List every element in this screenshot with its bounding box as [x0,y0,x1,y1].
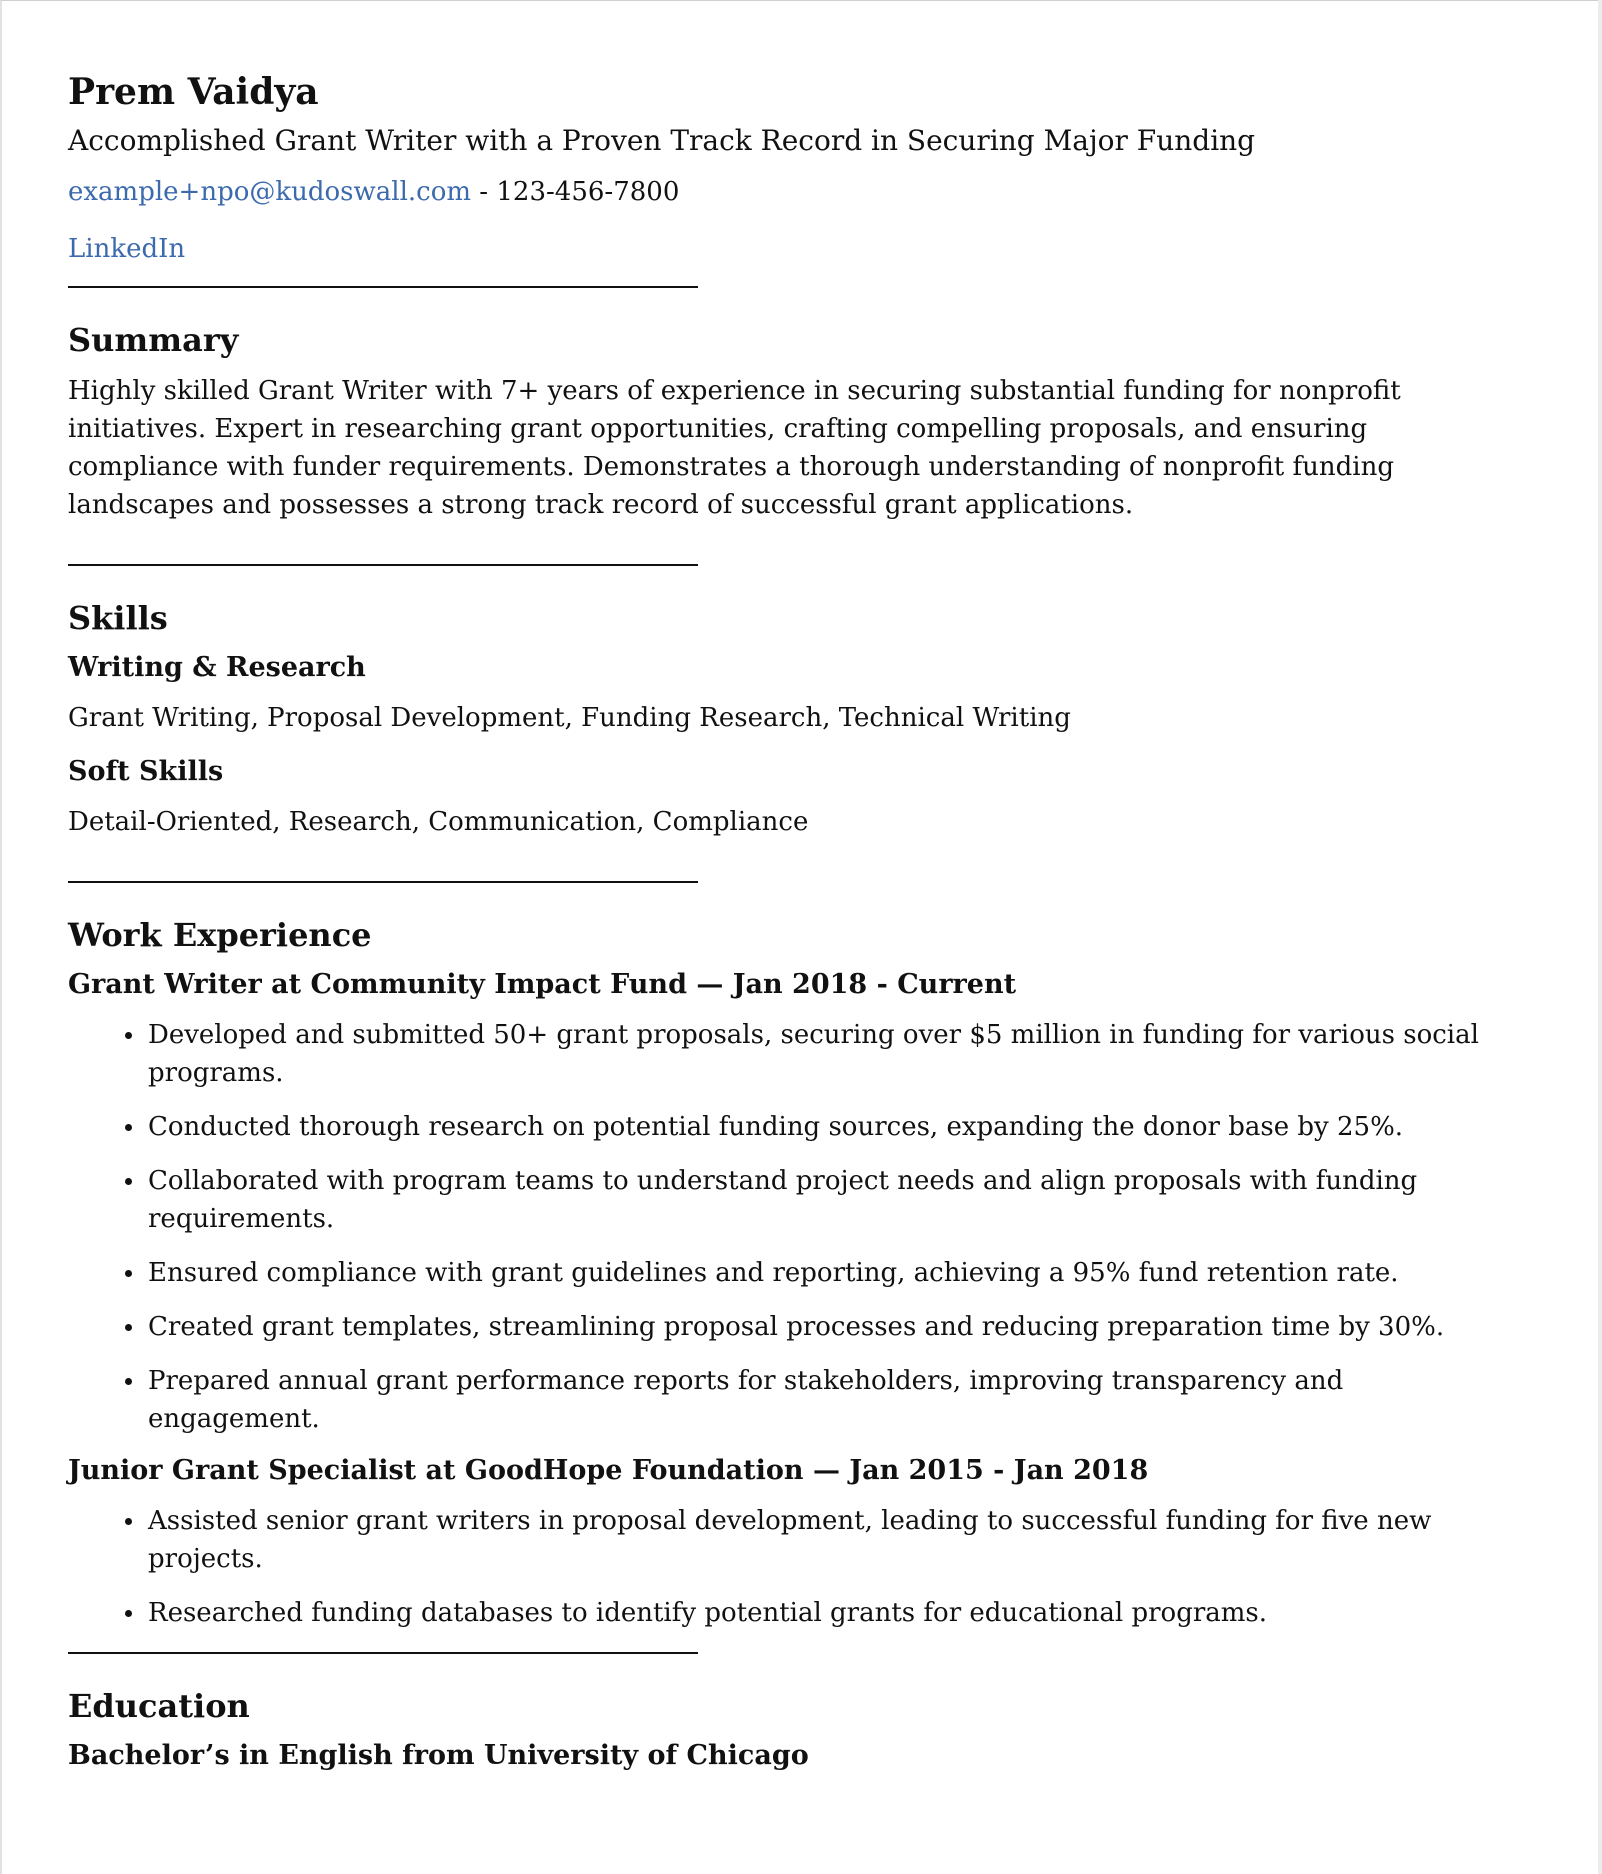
section-divider [68,881,698,883]
email-link[interactable]: example+npo@kudoswall.com [68,177,472,207]
list-item: Collaborated with program teams to understand project needs and align proposals with funding requirements. [148,1162,1448,1238]
list-item: Prepared annual grant performance reports for stakeholders, improving transparency and engagement. [148,1362,1508,1438]
skill-group-name: Soft Skills [68,756,224,787]
education-degree: Bachelor’s in English from University of Chicago [68,1740,809,1771]
summary-text: Highly skilled Grant Writer with 7+ years of experience in securing substantial funding for nonprofit initiatives. Expert in researching grant opportunities, crafting compelling proposals, and ensuring compliance with funder requirements. Demonstrates a thorough understanding of nonprofit funding landscapes and possesses a strong track record of successful grant applications. [68,376,1401,520]
list-item: Ensured compliance with grant guidelines and reporting, achieving a 95% fund retention rate. [148,1254,1508,1292]
list-item: Assisted senior grant writers in proposal development, leading to successful funding for five new projects. [148,1502,1508,1578]
section-divider [68,286,698,288]
education-title: Education [68,1687,250,1725]
summary-title: Summary [68,321,239,359]
candidate-name: Prem Vaidya [68,71,319,113]
list-item: Created grant templates, streamlining proposal processes and reducing preparation time by 30%. [148,1308,1508,1346]
job-heading: Grant Writer at Community Impact Fund — Jan 2018 - Current [68,969,1017,1000]
skills-title: Skills [68,599,168,637]
skill-group-name: Writing & Research [68,652,366,683]
phone-number: 123-456-7800 [496,177,680,207]
experience-title: Work Experience [68,916,372,954]
resume-document [68,68,1508,1775]
list-item: Researched funding databases to identify potential grants for educational programs. [148,1594,1508,1632]
skill-group-items: Detail-Oriented, Research, Communication, Compliance [68,807,809,837]
list-item: Conducted thorough research on potential funding sources, expanding the donor base by 25%. [148,1108,1508,1146]
candidate-headline: Accomplished Grant Writer with a Proven Track Record in Securing Major Funding [68,124,1256,157]
linkedin-line [68,231,1508,267]
contact-separator: - [471,177,497,207]
job-bullets [68,1016,1508,1438]
contact-line [68,174,1508,210]
job-heading: Junior Grant Specialist at GoodHope Foundation — Jan 2015 - Jan 2018 [68,1455,1149,1486]
skill-group-items: Grant Writing, Proposal Development, Funding Research, Technical Writing [68,703,1071,733]
section-divider [68,564,698,566]
section-divider [68,1652,698,1654]
page-edge [1598,0,1602,1874]
list-item: Developed and submitted 50+ grant proposals, securing over $5 million in funding for various social programs. [148,1016,1488,1092]
linkedin-link[interactable]: LinkedIn [68,234,186,264]
job-bullets [68,1502,1508,1632]
